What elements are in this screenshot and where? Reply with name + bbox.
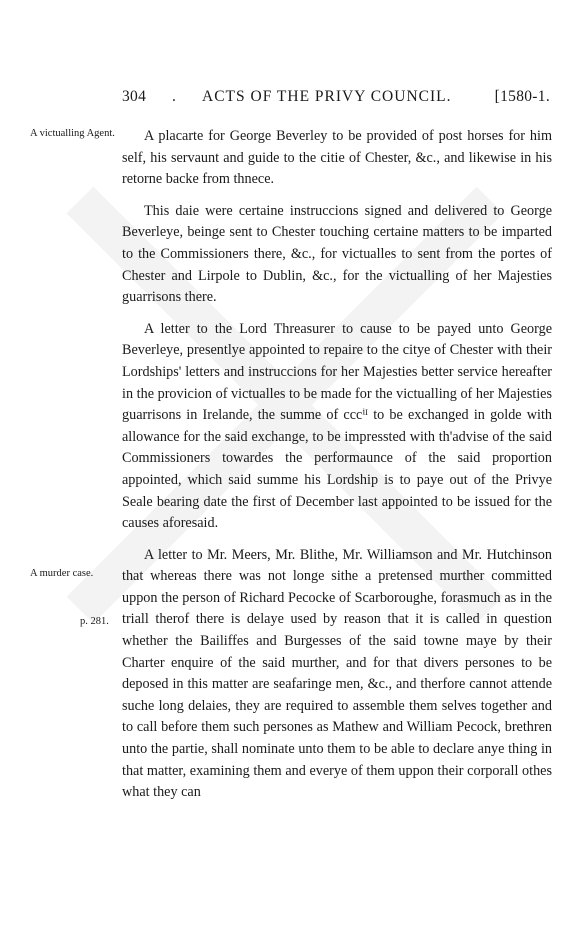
running-head-years: [1580-1.	[494, 88, 550, 105]
body-text	[122, 126, 552, 804]
paragraph-letter-meers: A letter to Mr. Meers, Mr. Blithe, Mr. Williamson and Mr. Hutchinson that whereas there was not longe sithe a pretensed murther committed uppon the person of Richard Pecocke of Scarboroughe, forasmuch as in the triall therof there is delaye used by reason that it is called in question whether the Bailiffes and Burgesses of the said towne maye by their Charter enquire of the said murther, and for that divers persones to be deposed in this matter are seafaringe men, &c., and therfore cannot attende suche long delaies, they are required to assemble them selves together and to call before them such persones as Mathew and William Pecock, brethren unto the partie, shall nominate unto them to be able to declare anye thing in that matter, examining them and everye of them uppon their corporall othes what they can	[122, 546, 552, 801]
paragraph-placarte: A placarte for George Beverley to be provided of post horses for him self, his servaunt and guide to the citie of Chester, &c., and likewise in his retorne backe from thnece.	[122, 128, 552, 188]
running-head-dot: .	[172, 88, 177, 105]
margin-note-murder-case: A murder case.	[30, 568, 94, 579]
paragraph-letter-threasurer: A letter to the Lord Threasurer to cause to be payed unto George Beverleye, presentlye appointed to repaire to the citye of Chester with their Lordships' letters and instruccions for her Majesties better service hereafter in the provicion of victualles to be made for the victualling of her Majesties guarrisons in Irelande, the summe of cccⁱᴵ to be exchanged in golde with allowance for the said exchange, to be impressted with th'advise of the said Commissioners towardes the performaunce of the said proportion appointed, which said summe his Lordship is to paye out of the Privye Seale bearing date the first of December last appointed to be issued for the causes aforesaid.	[122, 320, 552, 532]
margin-note-page-ref: p. 281.	[80, 616, 109, 627]
running-head	[122, 88, 550, 110]
margin-note-victualling-agent: A victualling Agent.	[30, 128, 115, 139]
page-number: 304	[122, 88, 147, 105]
running-head-title: ACTS OF THE PRIVY COUNCIL.	[202, 88, 452, 105]
paragraph-instruccions: This daie were certaine instruccions signed and delivered to George Beverleye, beinge sent to Chester touching certaine matters to be imparted to the Commissioners there, &c., for victualles to sent from the portes of Chester and Lirpole to Dublin, &c., for the victualling of her Majesties guarrisons there.	[122, 202, 552, 306]
